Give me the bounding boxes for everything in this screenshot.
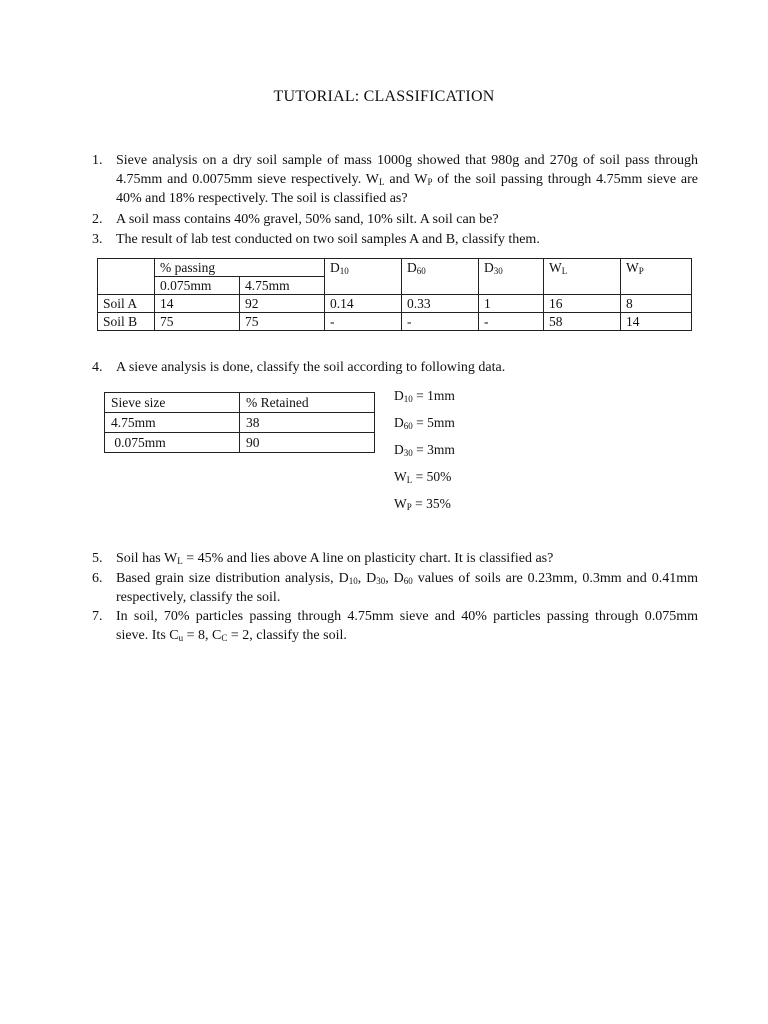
question-5 — [92, 549, 698, 568]
table-header-row — [105, 393, 375, 413]
given-values — [394, 385, 455, 520]
given-wp: $W_P = 35\%$ — [394, 496, 451, 512]
question-text: Soil has $W_L = 45\%$ and lies above A line on plasticity chart. It is classified as? — [116, 551, 554, 566]
question-text: Sieve analysis on a dry soil sample of mass 1000g showed that 980g and 270g of soil pass through 4.75mm and 0.0075mm sieve respectively. $W_L$ and $W_P$ of the soil passing through 4.75mm sieve are 40% and 18% respectively. The soil is classified as? — [116, 153, 698, 206]
question-number: 4. — [92, 360, 103, 375]
cell-0075: 14 — [155, 295, 240, 313]
question-1 — [92, 151, 698, 208]
row-label: Soil A — [98, 295, 155, 313]
cell-d30: 1 — [479, 295, 544, 313]
cell-wp: 8 — [621, 295, 692, 313]
table-corner-cell — [98, 259, 155, 295]
cell-wp: 14 — [621, 313, 692, 331]
cell-wl: 58 — [544, 313, 621, 331]
question-number: 6. — [92, 571, 103, 586]
header-percent-passing: % passing — [155, 259, 325, 277]
table-row — [105, 433, 375, 453]
table-row — [98, 313, 692, 331]
cell-sieve: 4.75mm — [105, 413, 240, 433]
soil-samples-table — [97, 258, 692, 331]
question-number: 5. — [92, 551, 103, 566]
cell-d30: - — [479, 313, 544, 331]
cell-0075: 75 — [155, 313, 240, 331]
cell-wl: 16 — [544, 295, 621, 313]
cell-d10: - — [325, 313, 402, 331]
question-7 — [92, 607, 698, 645]
table-row — [98, 295, 692, 313]
cell-sieve: 0.075mm — [105, 433, 240, 453]
header-0075mm: 0.075mm — [155, 277, 240, 295]
header-d60: $D_{60}$ — [402, 259, 479, 295]
header-percent-retained: % Retained — [240, 393, 375, 413]
header-475mm: 4.75mm — [240, 277, 325, 295]
cell-475: 92 — [240, 295, 325, 313]
cell-475: 75 — [240, 313, 325, 331]
question-2 — [92, 210, 698, 229]
table-row — [105, 413, 375, 433]
question-number: 3. — [92, 232, 103, 247]
given-wl: $W_L = 50\%$ — [394, 469, 452, 485]
question-number: 7. — [92, 609, 103, 624]
sieve-analysis-table — [104, 392, 375, 453]
cell-retained: 90 — [240, 433, 375, 453]
question-text: Based grain size distribution analysis, $D_{10}$, $D_{30}$, $D_{60}$ values of soils are 0.23mm, 0.3mm and 0.41mm respectively, classify the soil. — [116, 571, 698, 605]
header-wp: $W_P$ — [621, 259, 692, 295]
given-d30: $D_{30} = 3mm$ — [394, 442, 455, 458]
question-6 — [92, 569, 698, 607]
question-number: 1. — [92, 153, 103, 168]
cell-d60: 0.33 — [402, 295, 479, 313]
question-4 — [92, 358, 698, 377]
question-text: A soil mass contains 40% gravel, 50% sand, 10% silt. A soil can be? — [116, 212, 499, 227]
cell-d10: 0.14 — [325, 295, 402, 313]
question-text: A sieve analysis is done, classify the soil according to following data. — [116, 360, 506, 375]
table-header-row — [98, 259, 692, 277]
cell-d60: - — [402, 313, 479, 331]
row-label: Soil B — [98, 313, 155, 331]
header-d30: $D_{30}$ — [479, 259, 544, 295]
question-text: In soil, 70% particles passing through 4.75mm sieve and 40% particles passing through 0.075mm sieve. Its $C_u = 8$, $C_C = 2$, classify the soil. — [116, 609, 698, 643]
question-number: 2. — [92, 212, 103, 227]
header-wl: $W_L$ — [544, 259, 621, 295]
given-d10: $D_{10} = 1mm$ — [394, 388, 455, 404]
header-sieve-size: Sieve size — [105, 393, 240, 413]
question-text: The result of lab test conducted on two soil samples A and B, classify them. — [116, 232, 540, 247]
question-3 — [92, 230, 698, 249]
given-d60: $D_{60} = 5mm$ — [394, 415, 455, 431]
cell-retained: 38 — [240, 413, 375, 433]
header-d10: $D_{10}$ — [325, 259, 402, 295]
page-title: TUTORIAL: CLASSIFICATION — [273, 88, 495, 105]
